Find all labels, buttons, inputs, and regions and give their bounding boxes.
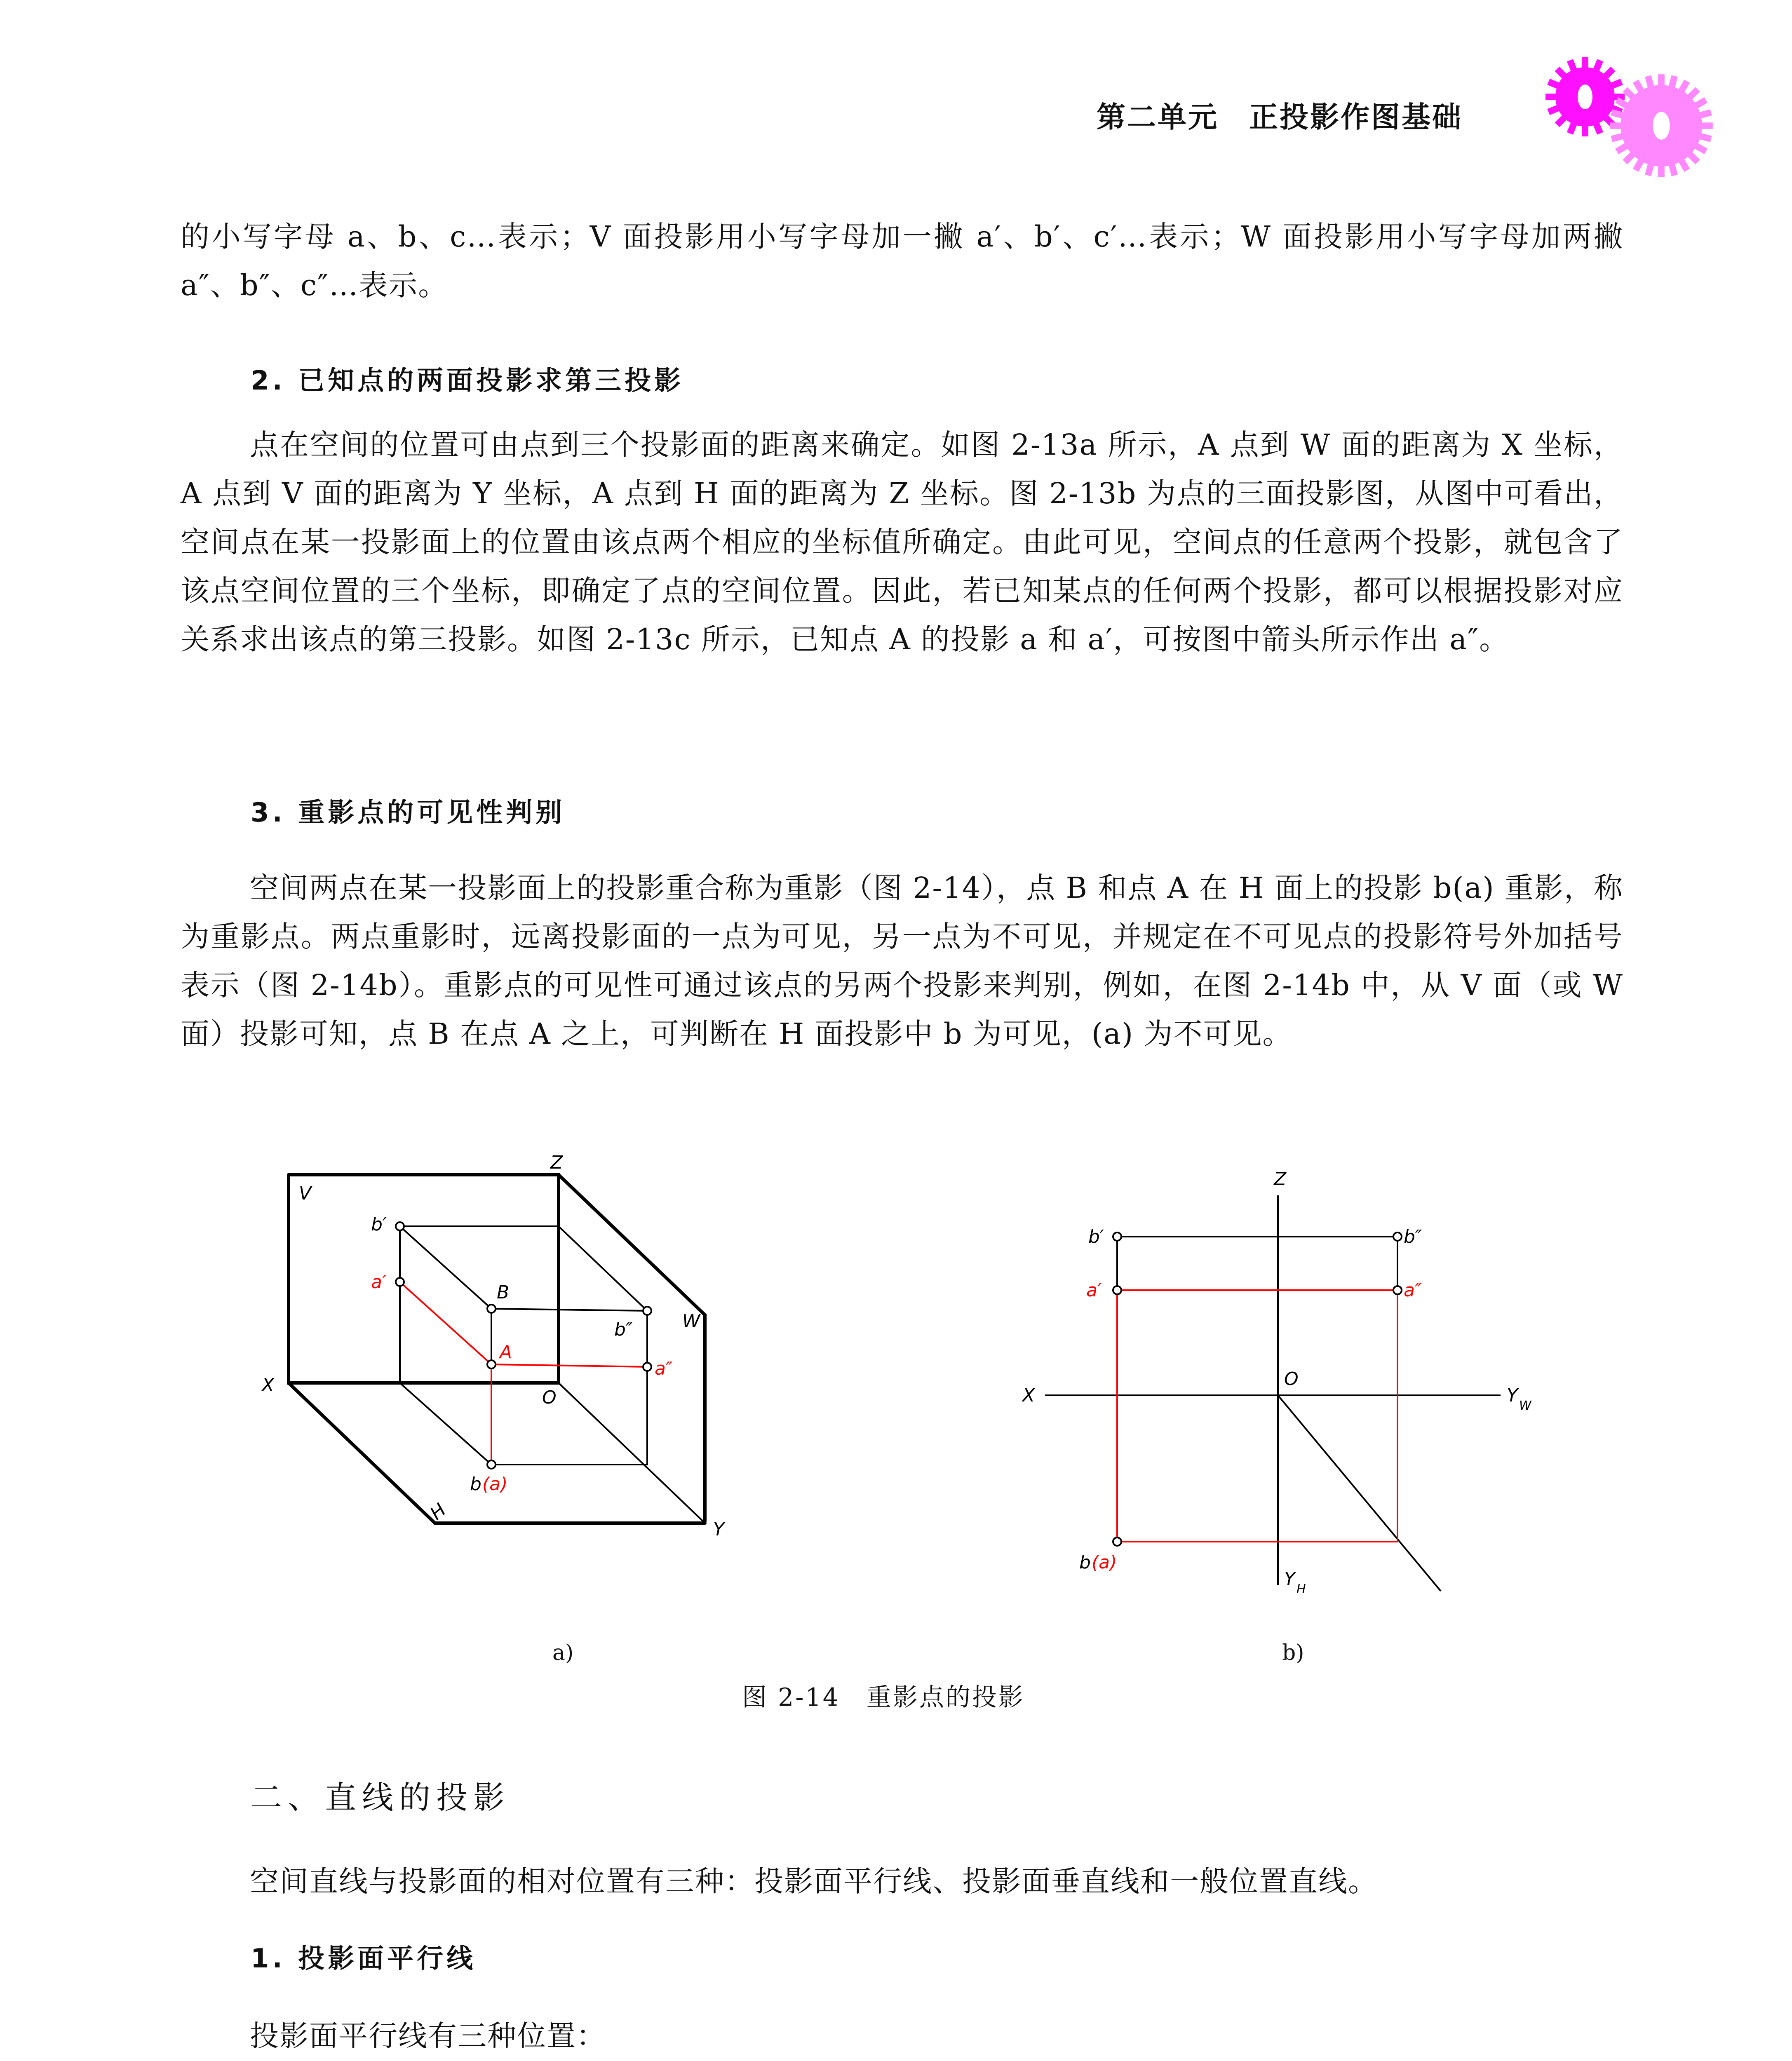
point-bprime bbox=[396, 1222, 404, 1230]
v-plane-outline bbox=[289, 1175, 559, 1383]
label-x: X bbox=[1022, 1385, 1035, 1406]
point-B bbox=[487, 1305, 496, 1313]
label-yh: Y bbox=[1284, 1568, 1295, 1589]
label-b: b bbox=[470, 1474, 481, 1495]
label-a-paren: (a) bbox=[482, 1474, 508, 1495]
label-A: A bbox=[500, 1342, 512, 1363]
subfigure-label-a: a) bbox=[552, 1641, 574, 1665]
point-A bbox=[487, 1360, 496, 1369]
oy-axis-line bbox=[559, 1383, 705, 1523]
label-adprime: a″ bbox=[655, 1358, 673, 1379]
w-plane-outline bbox=[559, 1175, 705, 1521]
x-to-b-line bbox=[400, 1383, 491, 1465]
heading-parallel-lines: 1. 投影面平行线 bbox=[251, 1944, 477, 1974]
label-b: b bbox=[1079, 1552, 1091, 1573]
label-yh-sub: H bbox=[1296, 1582, 1306, 1596]
A-to-adprime-line bbox=[491, 1364, 647, 1367]
subfigure-label-b: b) bbox=[1282, 1641, 1304, 1665]
label-v: V bbox=[299, 1183, 312, 1204]
label-bdprime: b″ bbox=[614, 1319, 633, 1340]
paragraph-line-relations: 空间直线与投影面的相对位置有三种：投影面平行线、投影面垂直线和一般位置直线。 bbox=[250, 1864, 1378, 1898]
figure-2-14b-orthographic bbox=[989, 1154, 1567, 1628]
section-heading-line-projection: 二、直线的投影 bbox=[251, 1779, 510, 1816]
point-adprime bbox=[643, 1363, 651, 1371]
45-degree-line bbox=[1278, 1395, 1441, 1591]
label-bprime: b′ bbox=[1088, 1226, 1104, 1247]
label-aprime: a′ bbox=[1086, 1280, 1102, 1301]
point-aprime bbox=[396, 1278, 404, 1286]
label-o: O bbox=[542, 1387, 557, 1408]
chapter-header-title: 第二单元 正投影作图基础 bbox=[1097, 100, 1463, 134]
point-bprime bbox=[1113, 1232, 1121, 1241]
label-w: W bbox=[682, 1311, 700, 1332]
B-to-bdprime-line bbox=[491, 1309, 647, 1311]
figure-caption: 图 2-14 重影点的投影 bbox=[742, 1683, 1025, 1712]
bprime-to-B-line bbox=[400, 1226, 491, 1309]
paragraph-parallel-intro: 投影面平行线有三种位置： bbox=[250, 2019, 606, 2053]
point-bdprime bbox=[643, 1307, 651, 1315]
label-yw-sub: W bbox=[1519, 1399, 1531, 1413]
heading-visibility: 3. 重影点的可见性判别 bbox=[251, 798, 566, 828]
point-aprime bbox=[1113, 1286, 1121, 1294]
h-plane-outline bbox=[289, 1383, 705, 1523]
aprime-to-A-line bbox=[400, 1282, 491, 1364]
label-o: O bbox=[1284, 1369, 1299, 1390]
label-z: Z bbox=[550, 1152, 563, 1173]
label-h: H bbox=[426, 1499, 450, 1524]
paragraph-point-position: 点在空间的位置可由点到三个投影面的距离来确定。如图 2-13a 所示，A 点到 W 面的距离为 X 坐标，A 点到 V 面的距离为 Y 坐标，A 点到 H 面的距离为 Z 坐标。图 2-13b 为点的三面投影图，从图中可看出，空间点在某一投影面上的位置由该点两个相应的坐标值所确定。由此可见，空间点的任意两个投影，就包含了该点空间位置的三个坐标，即确定了点的空间位置。因此，若已知某点的任何两个投影，都可以根据投影对应关系求出该点的第三投影。如图 2-13c 所示，已知点 A 的投影 a 和 a′，可按图中箭头所示作出 a″。 bbox=[181, 428, 1623, 656]
z-to-bdprime-line bbox=[559, 1226, 647, 1311]
paragraph-coincident-points: 空间两点在某一投影面上的投影重合称为重影（图 2-14），点 B 和点 A 在 H 面上的投影 b(a) 重影，称为重影点。两点重影时，远离投影面的一点为可见，另一点为不可见，并规定在不可见点的投影符号外加括号表示（图 2-14b）。重影点的可见性可通过该点的另两个投影来判别，例如，在图 2-14b 中，从 V 面（或 W 面）投影可知，点 B 在点 A 之上，可判断在 H 面投影中 b 为可见，(a) 为不可见。 bbox=[181, 871, 1623, 1051]
label-adprime: a″ bbox=[1404, 1280, 1422, 1301]
label-a-paren: (a) bbox=[1092, 1552, 1117, 1573]
label-aprime: a′ bbox=[371, 1272, 386, 1293]
heading-find-third-projection: 2. 已知点的两面投影求第三投影 bbox=[251, 366, 684, 396]
label-yw: Y bbox=[1507, 1385, 1518, 1406]
label-x: X bbox=[262, 1375, 275, 1396]
label-bprime: b′ bbox=[371, 1214, 387, 1235]
gear-icon-secondary bbox=[1608, 72, 1715, 179]
point-b-a bbox=[1113, 1538, 1121, 1546]
label-y: Y bbox=[713, 1519, 724, 1540]
point-bdprime bbox=[1393, 1232, 1402, 1241]
figure-2-14a-pictorial bbox=[247, 1146, 824, 1620]
paragraph-notation: 的小写字母 a、b、c…表示；V 面投影用小写字母加一撇 a′、b′、c′…表示；W 面投影用小写字母加两撇 a″、b″、c″…表示。 bbox=[181, 220, 1623, 302]
point-adprime bbox=[1393, 1286, 1402, 1294]
label-z: Z bbox=[1274, 1169, 1287, 1190]
label-bdprime: b″ bbox=[1404, 1226, 1422, 1247]
label-B: B bbox=[497, 1282, 510, 1303]
point-b-a bbox=[487, 1460, 496, 1469]
